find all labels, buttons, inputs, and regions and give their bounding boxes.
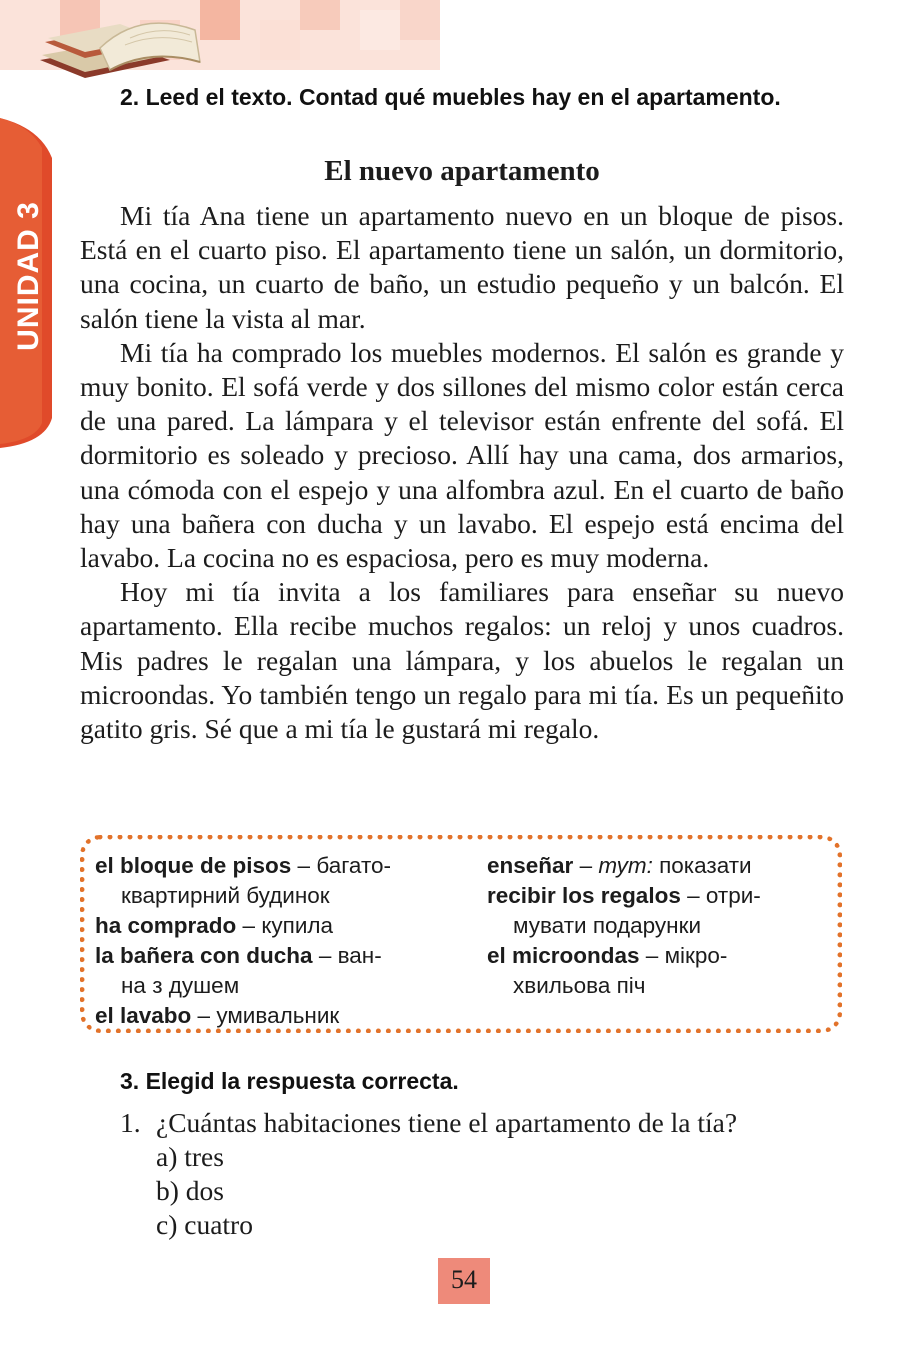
reading-title: El nuevo apartamento <box>324 155 600 187</box>
vocabulary-entry <box>487 851 831 881</box>
vocabulary-entry <box>95 941 435 1001</box>
vocabulary-translation: ван- <box>337 943 382 968</box>
vocabulary-note: тут: <box>598 853 653 878</box>
vocabulary-separator: – <box>236 913 262 938</box>
vocabulary-term: el microondas <box>487 943 640 968</box>
vocabulary-translation: багато- <box>316 853 392 878</box>
vocabulary-entry <box>95 1001 435 1031</box>
books-illustration <box>30 0 210 82</box>
answer-option-a[interactable]: a) tres <box>156 1141 224 1172</box>
reading-text <box>80 199 844 746</box>
vocabulary-box <box>80 835 842 1033</box>
task-3-heading: 3. Elegid la respuesta correcta. <box>120 1068 459 1094</box>
vocabulary-translation: купила <box>261 913 334 938</box>
vocabulary-translation: умивальник <box>216 1003 340 1028</box>
question-block <box>120 1106 850 1242</box>
vocabulary-translation-cont: квартирний будинок <box>121 883 330 908</box>
vocabulary-term: el lavabo <box>95 1003 192 1028</box>
vocabulary-separator: – <box>191 1003 217 1028</box>
vocabulary-separator: – <box>312 943 338 968</box>
vocabulary-entry <box>95 911 435 941</box>
reading-paragraph: Mi tía ha comprado los muebles modernos. El salón es grande y muy bonito. El sofá verde y dos sillones del mismo color están cerca de una pared. La lámpara y el televisor están enfrente del sofá. El dormitorio es soleado y precioso. Allí hay una cama, dos armarios, una cómoda con el espejo y una alfombra azul. En el cuarto de baño hay una bañera con ducha y un lavabo. El espejo está encima del lavabo. La cocina no es espaciosa, pero es muy moderna. <box>80 336 844 574</box>
vocabulary-term: ha comprado <box>95 913 237 938</box>
vocabulary-term: la bañera con ducha <box>95 943 313 968</box>
page-number: 54 <box>438 1258 490 1304</box>
vocabulary-separator: – <box>573 853 599 878</box>
answer-option-b[interactable]: b) dos <box>156 1175 224 1206</box>
question-line <box>120 1106 850 1140</box>
vocabulary-entry <box>95 851 435 911</box>
vocabulary-column-left <box>95 851 435 1031</box>
question-text: ¿Cuántas habitaciones tiene el apartamento de la tía? <box>156 1107 738 1138</box>
vocabulary-entry <box>487 881 831 941</box>
vocabulary-term: enseñar <box>487 853 574 878</box>
vocabulary-translation: показати <box>652 853 752 878</box>
vocabulary-translation: отри- <box>705 883 761 908</box>
reading-paragraph: Mi tía Ana tiene un apartamento nuevo en un bloque de pisos. Está en el cuarto piso. El apartamento tiene un salón, un dormitorio, una cocina, un cuarto de baño, un estudio pequeño y un balcón. El salón tiene la vista al mar. <box>80 200 844 334</box>
vocabulary-translation: мікро- <box>664 943 728 968</box>
question-number: 1. <box>120 1107 141 1138</box>
answer-option-c[interactable]: c) cuatro <box>156 1209 253 1240</box>
reading-paragraph: Hoy mi tía invita a los familiares para enseñar su nuevo apartamento. Ella recibe muchos regalos: un reloj y unos cuadros. Mis padres le regalan una lámpara, y los abuelos le regalan un microondas. Yo también tengo un regalo para mi tía. Es un pequeñito gatito gris. Sé que a mi tía le gustará mi regalo. <box>80 576 844 745</box>
vocabulary-translation-cont: мувати подарунки <box>513 913 702 938</box>
vocabulary-separator: – <box>291 853 317 878</box>
task-2-heading: 2. Leed el texto. Contad qué muebles hay en el apartamento. <box>120 84 781 110</box>
vocabulary-translation-cont: на з душем <box>121 973 240 998</box>
vocabulary-translation-cont: хвильова піч <box>513 973 646 998</box>
vocabulary-separator: – <box>639 943 665 968</box>
vocabulary-term: recibir los regalos <box>487 883 681 908</box>
vocabulary-column-right <box>487 851 831 1001</box>
vocabulary-separator: – <box>680 883 706 908</box>
unit-label: UNIDAD 3 <box>12 201 45 351</box>
vocabulary-term: el bloque de pisos <box>95 853 292 878</box>
vocabulary-entry <box>487 941 831 1001</box>
